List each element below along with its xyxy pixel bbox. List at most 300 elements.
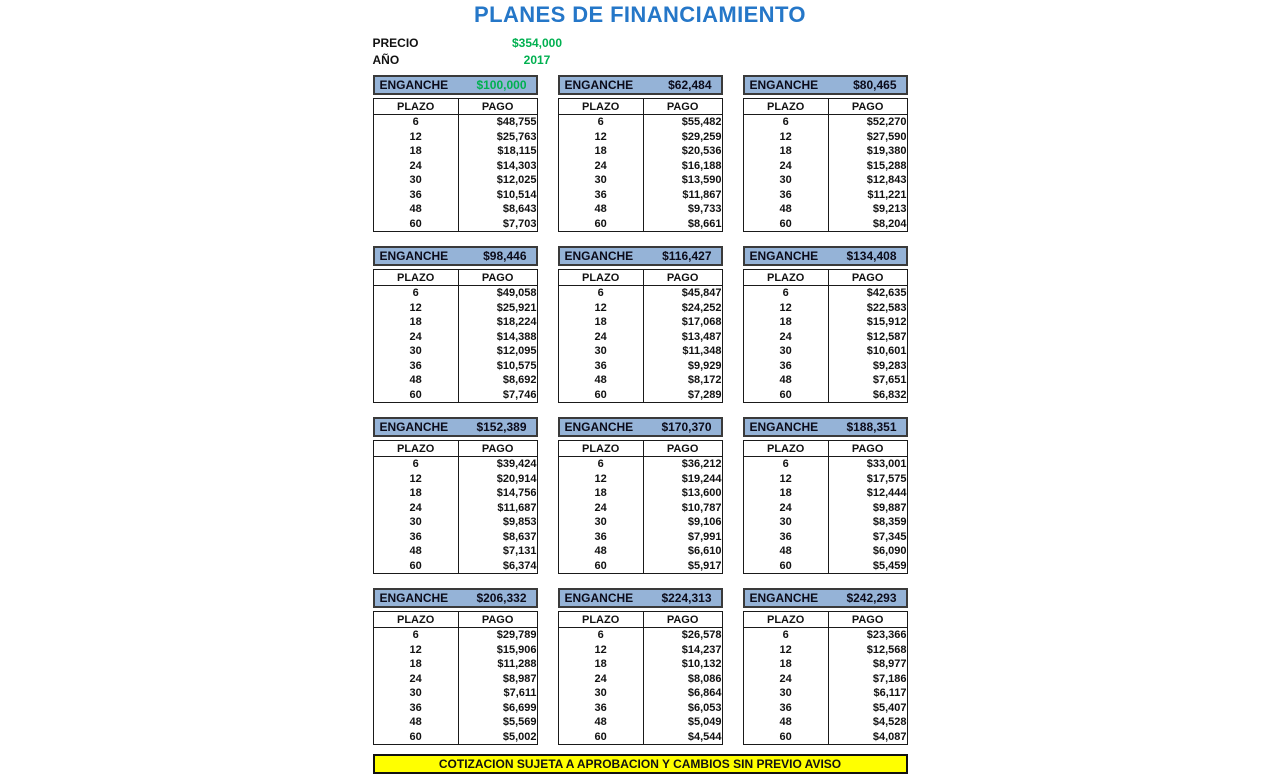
payment-row: [743, 202, 907, 217]
pago-value: $11,687: [497, 501, 537, 514]
financing-plan-table: [558, 246, 723, 403]
pago-value: $10,787: [681, 501, 722, 514]
payment-row: [743, 359, 907, 374]
pago-value: $10,132: [681, 658, 722, 670]
payment-row: [558, 301, 722, 316]
plazo-value: 18: [558, 144, 643, 159]
pago-value: $8,359: [872, 516, 907, 528]
plazo-value: 36: [558, 188, 643, 203]
pago-value: $12,444: [866, 487, 907, 499]
plazo-header: PLAZO: [373, 612, 458, 628]
payment-table: [743, 98, 908, 232]
payment-row: [373, 686, 537, 701]
plazo-value: 36: [558, 359, 643, 374]
enganche-value: $188,351: [846, 420, 897, 434]
payment-row: [743, 217, 907, 232]
payment-row: [373, 628, 537, 643]
plazo-value: 36: [373, 701, 458, 716]
pago-value: $12,587: [866, 330, 907, 343]
pago-value: $39,424: [496, 458, 537, 470]
payment-row: [558, 144, 722, 159]
pago-value: $8,643: [502, 203, 537, 215]
payment-table-header-row: [373, 612, 537, 628]
plazo-value: 30: [373, 686, 458, 701]
payment-table-header-row: [743, 99, 907, 115]
pago-value: $6,374: [502, 559, 537, 572]
payment-row: [373, 715, 537, 730]
pago-value: $29,259: [681, 130, 722, 143]
enganche-header: [373, 417, 538, 437]
pago-value: $9,853: [502, 516, 537, 528]
plazo-header: PLAZO: [743, 99, 828, 115]
plazo-header: PLAZO: [373, 99, 458, 115]
pago-value: $8,692: [502, 374, 537, 386]
pago-value: $7,289: [687, 388, 722, 401]
payment-row: [558, 701, 722, 716]
payment-row: [373, 701, 537, 716]
pago-value: $7,611: [503, 687, 537, 699]
pago-value: $17,068: [681, 316, 722, 328]
plazo-value: 48: [743, 202, 828, 217]
pago-value: $18,115: [497, 145, 537, 157]
pago-value: $13,487: [681, 330, 722, 343]
payment-table-header-row: [558, 99, 722, 115]
pago-header: PAGO: [458, 99, 537, 115]
precio-label: PRECIO: [372, 35, 419, 50]
enganche-header: [558, 588, 723, 608]
financing-plan-table: [743, 417, 908, 574]
plazo-value: 48: [743, 373, 828, 388]
payment-row: [373, 115, 537, 130]
payment-row: [373, 501, 537, 516]
payment-row: [558, 544, 722, 559]
pago-header: PAGO: [458, 270, 537, 286]
plazo-value: 30: [743, 344, 828, 359]
payment-row: [558, 188, 722, 203]
payment-table: [743, 269, 908, 403]
plazo-value: 6: [743, 115, 828, 130]
payment-table: [373, 98, 538, 232]
payment-row: [743, 486, 907, 501]
pago-value: $6,699: [502, 701, 537, 714]
payment-row: [743, 301, 907, 316]
pago-header: PAGO: [828, 99, 907, 115]
pago-value: $15,288: [866, 159, 907, 172]
pago-value: $5,407: [872, 701, 907, 714]
pago-value: $5,917: [687, 559, 722, 572]
plazo-value: 12: [373, 130, 458, 145]
pago-value: $8,977: [872, 658, 907, 670]
pago-value: $9,929: [687, 359, 722, 372]
pago-value: $4,087: [872, 730, 907, 743]
pago-value: $4,544: [687, 730, 722, 743]
plazo-value: 6: [743, 628, 828, 643]
payment-row: [743, 530, 907, 545]
pago-value: $12,568: [866, 643, 907, 656]
payment-table: [743, 440, 908, 574]
enganche-value: $206,332: [476, 591, 527, 605]
anio-value: 2017: [523, 52, 551, 67]
payment-row: [743, 643, 907, 658]
pago-value: $48,755: [496, 116, 537, 128]
plazo-value: 36: [743, 701, 828, 716]
plazo-value: 6: [373, 286, 458, 301]
pago-value: $27,590: [866, 130, 907, 143]
pago-value: $8,987: [502, 672, 537, 685]
plazo-value: 24: [558, 330, 643, 345]
enganche-label: ENGANCHE: [379, 249, 449, 263]
pago-value: $5,049: [687, 716, 722, 728]
plazo-value: 18: [373, 657, 458, 672]
payment-row: [558, 530, 722, 545]
payment-table-header-row: [743, 270, 907, 286]
pago-value: $5,002: [502, 730, 537, 743]
enganche-value: $224,313: [661, 591, 712, 605]
plazo-value: 6: [373, 115, 458, 130]
pago-value: $25,763: [496, 130, 537, 143]
plazo-header: PLAZO: [558, 441, 643, 457]
payment-row: [558, 344, 722, 359]
payment-table: [558, 440, 723, 574]
enganche-value: $100,000: [476, 78, 527, 92]
pago-value: $6,053: [687, 701, 722, 714]
payment-table-header-row: [558, 270, 722, 286]
plazo-value: 30: [743, 173, 828, 188]
enganche-header: [373, 588, 538, 608]
plazo-value: 6: [373, 457, 458, 472]
payment-row: [373, 188, 537, 203]
plazo-value: 24: [743, 501, 828, 516]
plazo-value: 48: [373, 715, 458, 730]
pago-value: $6,117: [873, 687, 907, 699]
pago-value: $13,600: [681, 487, 722, 499]
payment-row: [373, 657, 537, 672]
plazo-value: 48: [743, 715, 828, 730]
pago-value: $12,025: [496, 174, 537, 186]
pago-value: $22,583: [866, 301, 907, 314]
plazo-value: 18: [558, 315, 643, 330]
plazo-value: 6: [373, 628, 458, 643]
plazo-value: 6: [743, 286, 828, 301]
payment-row: [743, 657, 907, 672]
plazo-value: 24: [373, 672, 458, 687]
financing-plan-table: [373, 75, 538, 232]
pago-value: $9,733: [687, 203, 722, 215]
payment-row: [373, 457, 537, 472]
pago-value: $9,283: [872, 359, 907, 372]
pago-value: $19,244: [681, 472, 722, 485]
plazo-value: 60: [743, 388, 828, 403]
plazo-header: PLAZO: [743, 441, 828, 457]
payment-row: [743, 115, 907, 130]
pago-value: $29,789: [496, 629, 537, 641]
enganche-header: [373, 75, 538, 95]
pago-value: $14,388: [496, 330, 537, 343]
plazo-value: 36: [558, 701, 643, 716]
pago-value: $15,906: [496, 643, 537, 656]
enganche-header: [743, 417, 908, 437]
plazo-value: 24: [373, 330, 458, 345]
pago-value: $8,661: [687, 217, 722, 230]
financing-plan-table: [558, 417, 723, 574]
plazo-value: 18: [743, 657, 828, 672]
payment-table-header-row: [373, 270, 537, 286]
enganche-label: ENGANCHE: [749, 591, 819, 605]
enganche-header: [743, 588, 908, 608]
payment-row: [743, 672, 907, 687]
plazo-value: 12: [743, 643, 828, 658]
payment-row: [743, 188, 907, 203]
pago-header: PAGO: [458, 612, 537, 628]
financing-plan-table: [373, 246, 538, 403]
payment-row: [558, 501, 722, 516]
payment-row: [373, 559, 537, 574]
pago-header: PAGO: [828, 270, 907, 286]
plazo-value: 18: [373, 144, 458, 159]
plazo-value: 18: [373, 315, 458, 330]
plazo-value: 6: [558, 628, 643, 643]
pago-value: $7,345: [872, 530, 907, 543]
payment-row: [558, 330, 722, 345]
payment-row: [558, 359, 722, 374]
financing-plan-table: [558, 75, 723, 232]
plazo-header: PLAZO: [373, 270, 458, 286]
payment-row: [558, 373, 722, 388]
plazo-value: 60: [373, 388, 458, 403]
payment-row: [373, 202, 537, 217]
plazo-value: 48: [558, 373, 643, 388]
enganche-value: $62,484: [668, 78, 712, 92]
pago-value: $5,459: [872, 559, 907, 572]
plazo-value: 60: [558, 559, 643, 574]
pago-value: $55,482: [681, 116, 722, 128]
plazo-value: 18: [743, 486, 828, 501]
plazo-value: 12: [373, 643, 458, 658]
plazo-value: 30: [743, 515, 828, 530]
pago-header: PAGO: [643, 612, 722, 628]
payment-row: [558, 173, 722, 188]
pago-value: $8,172: [687, 374, 722, 386]
payment-row: [373, 130, 537, 145]
plans-grid: [373, 75, 908, 745]
payment-row: [558, 388, 722, 403]
payment-row: [558, 130, 722, 145]
payment-row: [743, 315, 907, 330]
plazo-header: PLAZO: [558, 612, 643, 628]
plazo-value: 30: [558, 686, 643, 701]
anio-label: AÑO: [372, 52, 400, 67]
payment-row: [558, 515, 722, 530]
pago-value: $7,651: [872, 374, 907, 386]
plazo-value: 30: [558, 344, 643, 359]
enganche-header: [743, 246, 908, 266]
pago-value: $20,536: [681, 145, 722, 157]
payment-row: [373, 330, 537, 345]
plazo-header: PLAZO: [558, 270, 643, 286]
payment-row: [743, 457, 907, 472]
pago-value: $52,270: [866, 116, 907, 128]
pago-value: $45,847: [681, 287, 722, 299]
plazo-value: 30: [558, 173, 643, 188]
anio-row: [373, 51, 908, 68]
pago-value: $10,575: [496, 359, 537, 372]
pago-header: PAGO: [458, 441, 537, 457]
enganche-value: $170,370: [661, 420, 712, 434]
plazo-value: 30: [373, 344, 458, 359]
pago-value: $10,601: [866, 345, 907, 357]
enganche-value: $242,293: [846, 591, 897, 605]
enganche-label: ENGANCHE: [564, 420, 634, 434]
payment-row: [743, 628, 907, 643]
payment-row: [558, 657, 722, 672]
payment-row: [373, 301, 537, 316]
meta-block: [373, 34, 908, 68]
payment-row: [373, 359, 537, 374]
payment-row: [558, 202, 722, 217]
payment-table: [743, 611, 908, 745]
payment-row: [743, 730, 907, 745]
plazo-value: 18: [743, 315, 828, 330]
financing-plan-table: [743, 75, 908, 232]
pago-value: $36,212: [681, 458, 722, 470]
pago-value: $6,610: [687, 545, 722, 557]
pago-value: $9,106: [687, 516, 722, 528]
plazo-value: 24: [558, 159, 643, 174]
payment-row: [373, 286, 537, 301]
plazo-value: 12: [558, 130, 643, 145]
financing-plan-table: [743, 246, 908, 403]
plazo-value: 48: [558, 715, 643, 730]
plazo-value: 18: [558, 486, 643, 501]
enganche-label: ENGANCHE: [749, 78, 819, 92]
plazo-value: 24: [743, 672, 828, 687]
enganche-header: [558, 246, 723, 266]
plazo-value: 60: [373, 559, 458, 574]
enganche-label: ENGANCHE: [564, 249, 634, 263]
plazo-value: 24: [743, 330, 828, 345]
plazo-header: PLAZO: [743, 612, 828, 628]
plazo-value: 30: [373, 515, 458, 530]
payment-row: [373, 388, 537, 403]
pago-value: $14,237: [681, 643, 722, 656]
plazo-header: PLAZO: [373, 441, 458, 457]
enganche-value: $80,465: [853, 78, 897, 92]
payment-row: [373, 730, 537, 745]
plazo-value: 60: [558, 217, 643, 232]
enganche-header: [743, 75, 908, 95]
plazo-header: PLAZO: [743, 270, 828, 286]
payment-row: [373, 672, 537, 687]
enganche-label: ENGANCHE: [564, 591, 634, 605]
plazo-value: 24: [373, 501, 458, 516]
plazo-value: 36: [743, 359, 828, 374]
enganche-label: ENGANCHE: [749, 249, 819, 263]
payment-row: [743, 344, 907, 359]
enganche-label: ENGANCHE: [379, 78, 449, 92]
payment-row: [373, 315, 537, 330]
payment-row: [743, 559, 907, 574]
pago-value: $8,204: [872, 217, 907, 230]
payment-table-header-row: [743, 441, 907, 457]
plazo-value: 36: [558, 530, 643, 545]
enganche-label: ENGANCHE: [564, 78, 634, 92]
payment-table-header-row: [743, 612, 907, 628]
pago-value: $18,224: [496, 316, 537, 328]
payment-row: [743, 472, 907, 487]
pago-header: PAGO: [643, 270, 722, 286]
financing-plan-table: [558, 588, 723, 745]
plazo-value: 30: [743, 686, 828, 701]
plazo-value: 48: [373, 373, 458, 388]
plazo-value: 60: [743, 559, 828, 574]
payment-row: [373, 344, 537, 359]
pago-value: $19,380: [866, 145, 907, 157]
payment-row: [558, 559, 722, 574]
plazo-value: 48: [558, 202, 643, 217]
enganche-value: $98,446: [483, 249, 527, 263]
payment-row: [743, 159, 907, 174]
pago-value: $8,637: [502, 530, 537, 543]
payment-row: [373, 159, 537, 174]
precio-value: $354,000: [511, 35, 563, 50]
payment-row: [743, 686, 907, 701]
disclaimer-banner: COTIZACION SUJETA A APROBACION Y CAMBIOS SIN PREVIO AVISO: [373, 754, 908, 774]
pago-value: $42,635: [866, 287, 907, 299]
plazo-value: 24: [373, 159, 458, 174]
plazo-value: 12: [558, 643, 643, 658]
payment-table: [558, 98, 723, 232]
payment-row: [373, 530, 537, 545]
payment-row: [558, 472, 722, 487]
plazo-value: 36: [743, 188, 828, 203]
pago-header: PAGO: [828, 441, 907, 457]
plazo-value: 60: [373, 730, 458, 745]
pago-value: $9,887: [872, 501, 907, 514]
enganche-value: $116,427: [662, 249, 712, 263]
pago-value: $5,569: [502, 716, 537, 728]
plazo-value: 48: [558, 544, 643, 559]
pago-value: $12,843: [866, 174, 907, 186]
payment-row: [373, 144, 537, 159]
plazo-header: PLAZO: [558, 99, 643, 115]
plazo-value: 18: [558, 657, 643, 672]
payment-row: [558, 315, 722, 330]
plazo-value: 18: [743, 144, 828, 159]
plazo-value: 60: [558, 730, 643, 745]
payment-row: [373, 643, 537, 658]
plazo-value: 12: [558, 472, 643, 487]
financing-sheet: [373, 0, 908, 774]
pago-header: PAGO: [828, 612, 907, 628]
plazo-value: 24: [743, 159, 828, 174]
payment-row: [558, 159, 722, 174]
payment-row: [373, 472, 537, 487]
payment-row: [743, 515, 907, 530]
financing-plan-table: [373, 417, 538, 574]
plazo-value: 24: [558, 672, 643, 687]
payment-row: [373, 173, 537, 188]
plazo-value: 6: [558, 286, 643, 301]
pago-value: $26,578: [681, 629, 722, 641]
payment-table: [558, 611, 723, 745]
enganche-header: [558, 75, 723, 95]
enganche-value: $134,408: [846, 249, 897, 263]
payment-row: [558, 457, 722, 472]
plazo-value: 18: [373, 486, 458, 501]
plazo-value: 6: [558, 115, 643, 130]
payment-row: [558, 115, 722, 130]
pago-value: $11,867: [682, 188, 722, 201]
